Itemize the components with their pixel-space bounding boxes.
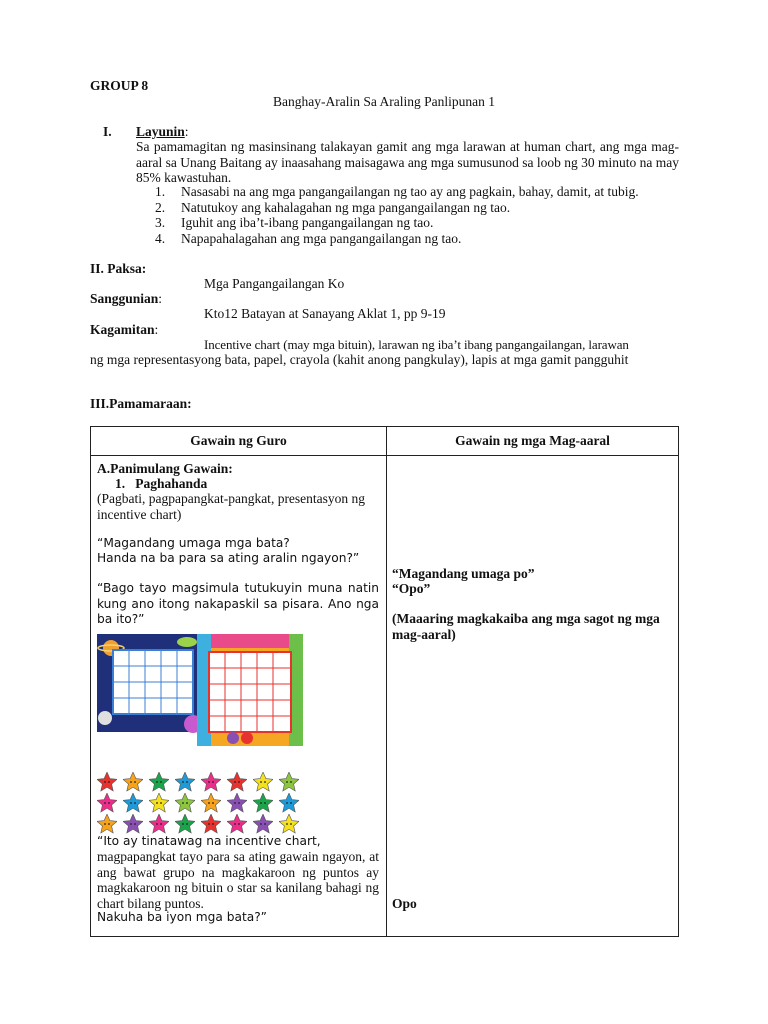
kagamitan-text-2: ng mga representasyong bata, papel, crayola (kahit anong pangkulay), lapis at mga gamit pangguhit xyxy=(90,352,629,367)
section1-intro: Sa pamamagitan ng masinsinang talakayan gamit ang mga larawan at human chart, ang mga mag-aaral sa Unang Baitang ay inaasahang maisagawa ang mga sumusunod sa loob ng 30 minuto na may 85% kawastuhan. xyxy=(136,139,679,185)
teacher-explain-3: Nakuha ba iyon mga bata?” xyxy=(97,910,267,924)
star-sticker-icon xyxy=(253,793,273,813)
star-sticker-icon xyxy=(175,793,195,813)
star-sticker-icon xyxy=(201,772,221,792)
sanggunian-line: Sanggunian: xyxy=(90,291,163,306)
section2-heading: II. Paksa: xyxy=(90,261,147,276)
teacher-explain-1: “Ito ay tinatawag na incentive chart, xyxy=(97,834,321,848)
star-sticker-icon xyxy=(175,772,195,792)
star-sticker-icon xyxy=(201,814,221,834)
section1-numeral: I. xyxy=(103,124,112,139)
objective-item: 3. Iguhit ang iba’t-ibang pangangailangan ng tao. xyxy=(155,215,434,230)
section3-heading: III.Pamamaraan: xyxy=(90,396,192,411)
teacher-question: “Bago tayo magsimula tutukuyin muna natin kung ano itong nakapaskil sa pisara. Ano nga ba ito?” xyxy=(97,581,379,626)
teacher-greeting-1: “Magandang umaga mga bata? xyxy=(97,536,290,550)
part-title: A.Panimulang Gawain: xyxy=(97,461,233,476)
star-sticker-icon xyxy=(97,814,117,834)
objective-item: 4. Napapahalagahan ang mga pangangailangan ng tao. xyxy=(155,230,462,246)
star-sticker-icon xyxy=(123,814,143,834)
objective-item: 1. Nasasabi na ang mga pangangailangan ng tao ay ang pagkain, bahay, damit, at tubig. xyxy=(155,184,639,199)
student-cell xyxy=(387,456,679,937)
section1-heading: Layunin xyxy=(136,124,185,139)
student-greeting-1: “Magandang umaga po” xyxy=(392,566,535,581)
document-title: Banghay-Aralin Sa Araling Panlipunan 1 xyxy=(273,94,495,109)
star-sticker-icon xyxy=(149,793,169,813)
star-stickers xyxy=(97,772,307,836)
teacher-greeting-2: Handa na ba para sa ating aralin ngayon?” xyxy=(97,551,360,565)
star-sticker-icon xyxy=(149,772,169,792)
star-sticker-icon xyxy=(123,793,143,813)
kagamitan-line: Kagamitan: xyxy=(90,322,159,337)
section1-heading-line xyxy=(136,124,189,140)
teacher-explain-2: magpapangkat tayo para sa ating gawain ngayon, at ang bawat grupo na magkakaroon ng puntos ay magkakaroon ng bituin o star sa kanilang bahagi ng chart bilang puntos. xyxy=(97,849,379,911)
star-sticker-icon xyxy=(279,793,299,813)
star-sticker-icon xyxy=(97,793,117,813)
col-header-student: Gawain ng mga Mag-aaral xyxy=(387,427,679,456)
section1-colon: : xyxy=(184,124,189,139)
star-sticker-icon xyxy=(97,772,117,792)
star-sticker-icon xyxy=(279,814,299,834)
topic-text: Mga Pangangailangan Ko xyxy=(204,276,345,291)
star-sticker-icon xyxy=(175,814,195,834)
group-label: GROUP 8 xyxy=(90,78,149,93)
star-sticker-icon xyxy=(149,814,169,834)
lesson-table xyxy=(90,426,679,937)
star-sticker-icon xyxy=(227,793,247,813)
star-sticker-icon xyxy=(227,772,247,792)
teacher-cell xyxy=(91,456,387,937)
objective-item: 2. Natutukoy ang kahalagahan ng mga pangangailangan ng tao. xyxy=(155,199,511,215)
sanggunian-text: Kto12 Batayan at Sanayang Aklat 1, pp 9-19 xyxy=(204,306,446,321)
objectives-list xyxy=(155,184,679,246)
kagamitan-text-1: Incentive chart (may mga bituin), larawan ng iba’t ibang pangangailangan, larawan xyxy=(204,337,629,352)
student-greeting-2: “Opo” xyxy=(392,581,431,596)
star-sticker-icon xyxy=(123,772,143,792)
step-title-line: 1. Paghahanda xyxy=(115,476,208,491)
star-sticker-icon xyxy=(227,814,247,834)
star-sticker-icon xyxy=(279,772,299,792)
star-sticker-icon xyxy=(201,793,221,813)
student-answer-opo: Opo xyxy=(392,896,417,911)
student-note: (Maaaring magkakaiba ang mga sagot ng mga mag-aaral) xyxy=(392,611,660,642)
space-chart xyxy=(97,634,205,733)
col-header-teacher: Gawain ng Guro xyxy=(91,427,387,456)
incentive-chart-image xyxy=(97,634,307,754)
step-note: (Pagbati, pagpapangkat-pangkat, presentasyon ng incentive chart) xyxy=(97,491,366,522)
star-sticker-icon xyxy=(253,814,273,834)
circus-chart xyxy=(197,634,303,746)
star-sticker-icon xyxy=(253,772,273,792)
